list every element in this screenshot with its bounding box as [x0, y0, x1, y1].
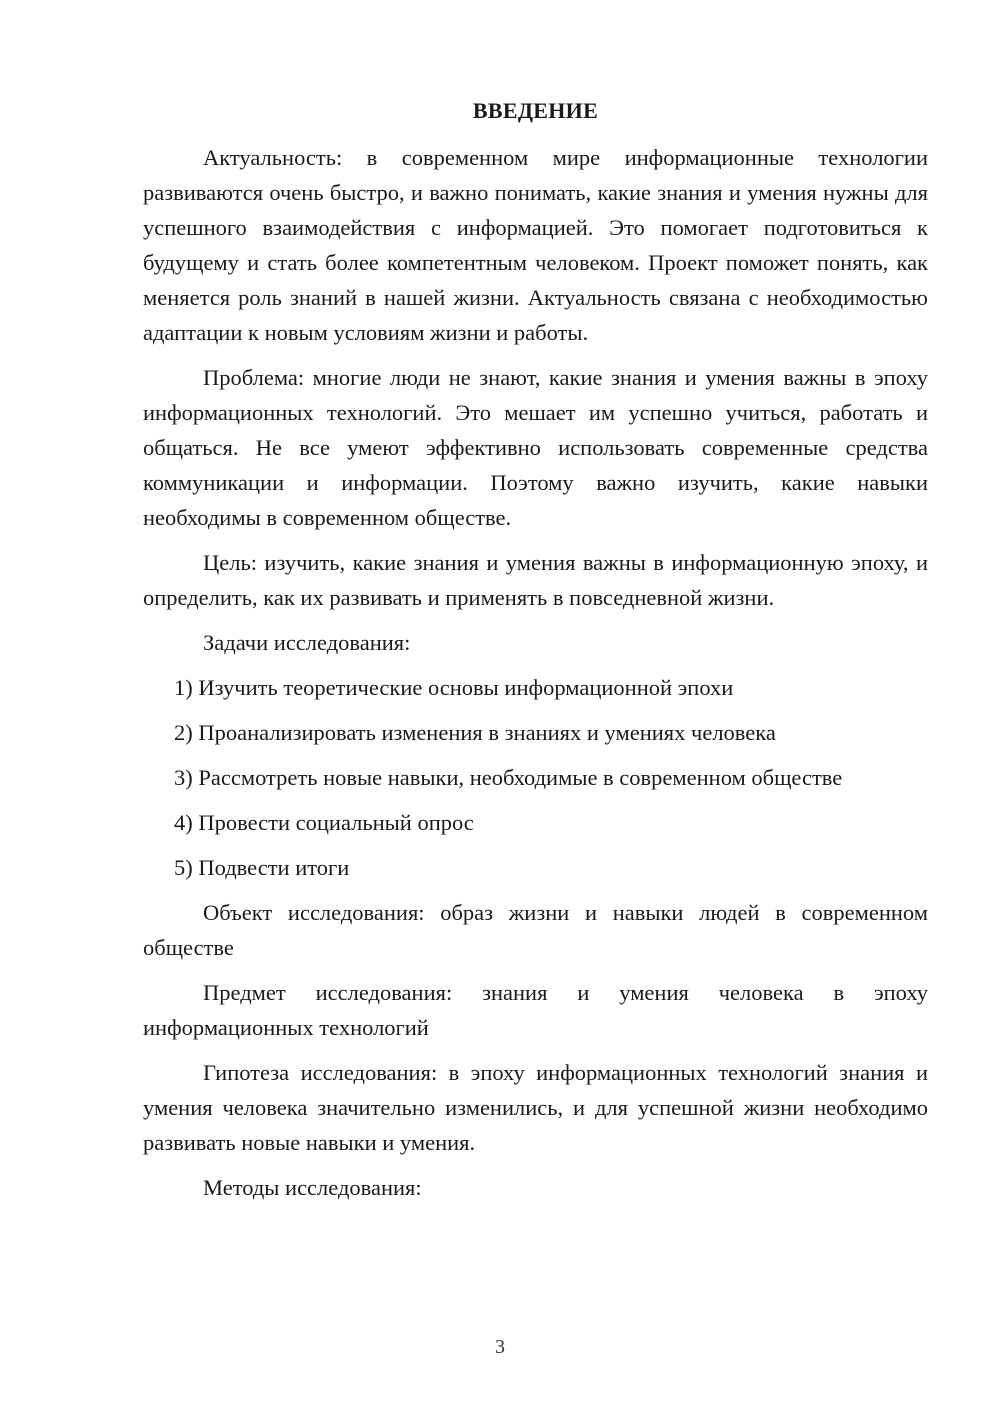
list-item: 3) Рассмотреть новые навыки, необходимые в современном обществе	[174, 765, 843, 790]
list-item: 5) Подвести итоги	[174, 855, 350, 880]
tasks-title: Задачи исследования:	[203, 630, 411, 655]
tasks-list	[143, 670, 928, 885]
paragraph-object: Объект исследования: образ жизни и навыки людей в современном обществе	[143, 900, 928, 960]
methods-title: Методы исследования:	[203, 1175, 422, 1200]
page-content	[143, 96, 928, 1215]
list-item: 2) Проанализировать изменения в знаниях и умениях человека	[174, 720, 776, 745]
section-heading: ВВЕДЕНИЕ	[472, 98, 599, 123]
paragraph-goal: Цель: изучить, какие знания и умения важны в информационную эпоху, и определить, как их развивать и применять в повседневной жизни.	[143, 550, 928, 610]
list-item: 1) Изучить теоретические основы информационной эпохи	[174, 675, 734, 700]
paragraph-subject: Предмет исследования: знания и умения человека в эпоху информационных технологий	[143, 980, 928, 1040]
paragraph-relevance: Актуальность: в современном мире информационные технологии развиваются очень быстро, и важно понимать, какие знания и умения нужны для успешного взаимодействия с информацией. Это помогает подготовиться к будущему и стать более компетентным человеком. Проект поможет понять, как меняется роль знаний в нашей жизни. Актуальность связана с необходимостью адаптации к новым условиям жизни и работы.	[143, 145, 928, 345]
paragraph-problem: Проблема: многие люди не знают, какие знания и умения важны в эпоху информационных технологий. Это мешает им успешно учиться, работать и общаться. Не все умеют эффективно использовать современные средства коммуникации и информации. Поэтому важно изучить, какие навыки необходимы в современном обществе.	[143, 365, 928, 530]
list-item: 4) Провести социальный опрос	[174, 810, 474, 835]
page-number: 3	[495, 1336, 505, 1358]
paragraph-hypothesis: Гипотеза исследования: в эпоху информационных технологий знания и умения человека значительно изменились, и для успешной жизни необходимо развивать новые навыки и умения.	[143, 1060, 928, 1155]
